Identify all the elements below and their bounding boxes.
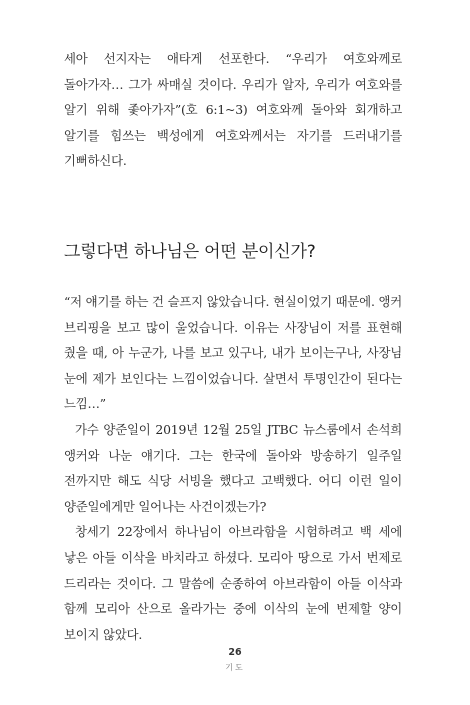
section-heading: 그렇다면 하나님은 어떤 분이신가? [64, 241, 316, 262]
page-body [64, 46, 402, 647]
page-footer [0, 647, 470, 673]
body-paragraph-2: 가수 양준일이 2019년 12월 25일 JTBC 뉴스룸에서 손석희 앵커와 나눈 얘기다. 그는 한국에 돌아와 방송하기 일주일 전까지만 해도 식당 서빙을 했다고 고백했다. 어디 이런 일이 양준일에게만 일어나는 사건이겠는가? [64, 421, 402, 514]
body-paragraph-3: 창세기 22장에서 하나님이 아브라함을 시험하려고 백 세에 낳은 아들 이삭을 바치라고 하셨다. 모리아 땅으로 가서 번제로 드리라는 것이다. 그 말씀에 순종하여 아브라함이 아들 이삭과 함께 모리아 산으로 올라가는 중에 이삭의 눈에 번제할 양이 보이지 않았다. [64, 524, 402, 642]
page-number: 26 [228, 647, 242, 658]
body-paragraph-1: 세아 선지자는 애타게 선포한다. “우리가 여호와께로 돌아가자… 그가 싸매실 것이다. 우리가 알자, 우리가 여호와를 알기 위해 좇아가자”(호 6:1~3) 여호와께 돌아와 회개하고 알기를 힘쓰는 백성에게 여호와께서는 자기를 드러내기를 기뻐하신다. [64, 51, 402, 169]
running-title: 기도 [225, 663, 245, 672]
quote-paragraph: “저 얘기를 하는 건 슬프지 않았습니다. 현실이었기 때문에. 앵커 브리핑을 보고 많이 울었습니다. 이유는 사장님이 저를 표현해 줬을 때, 아 누군가, 나를 보고 있구나, 내가 보이는구나, 사장님 눈에 제가 보인다는 느낌이었습니다. 살면서 투명인간이 된다는 느낌…” [64, 293, 402, 412]
